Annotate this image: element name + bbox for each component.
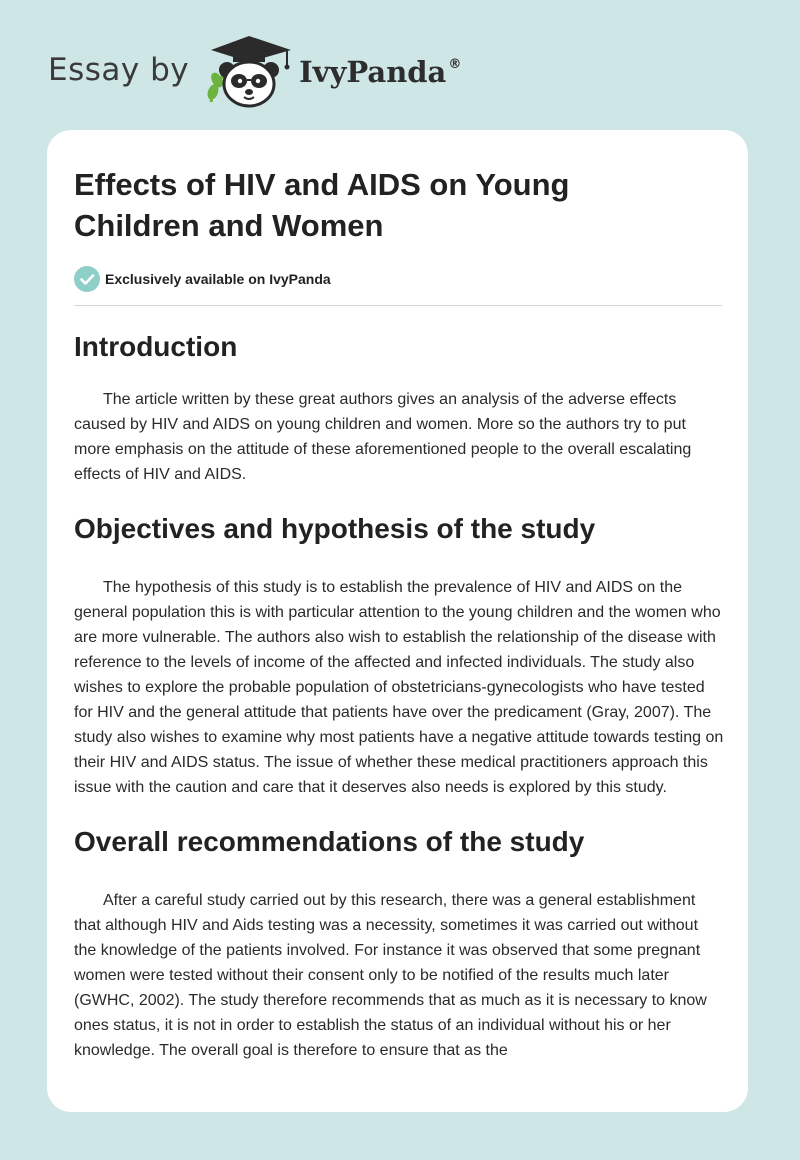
section-objectives <box>74 511 722 800</box>
section-paragraph: The article written by these great authors gives an analysis of the adverse effects caused by HIV and AIDS on young children and women. More so the authors try to put more emphasis on the attitude of these aforementioned people to the overall escalating effects of HIV and AIDS. <box>74 391 692 483</box>
brand-name[interactable] <box>299 55 461 89</box>
registered-mark: ® <box>448 57 462 72</box>
page-title: Effects of HIV and AIDS on Young Children and Women <box>74 167 570 243</box>
essay-by-label: Essay by <box>48 52 190 88</box>
check-circle-icon <box>74 266 100 292</box>
section-introduction <box>74 329 722 487</box>
section-heading: Objectives and hypothesis of the study <box>74 513 596 544</box>
section-recommendations <box>74 824 722 1063</box>
brand-label: IvyPanda <box>299 55 447 89</box>
essay-card <box>47 130 748 1112</box>
badge-text: Exclusively available on IvyPanda <box>105 271 331 287</box>
exclusive-badge <box>74 266 722 292</box>
panda-graduate-logo-icon[interactable] <box>203 30 295 110</box>
section-paragraph: The hypothesis of this study is to establish the prevalence of HIV and AIDS on the general population this is with particular attention to the young children and the women who are more vulnerable. The authors also wish to establish the relationship of the disease with reference to the levels of income of the affected and infected individuals. The study also wishes to explore the probable population of obstetricians-gynecologists who have tested for HIV and the general attitude that patients have over the predicament (Gray, 2007). The study also wishes to examine why most patients have a negative attitude towards testing on their HIV and AIDS status. The issue of whether these medical practitioners approach this issue with the caution and care that it deserves also needs is explored by this study. <box>74 579 724 796</box>
title-divider <box>74 305 722 306</box>
section-heading: Overall recommendations of the study <box>74 826 585 857</box>
section-heading: Introduction <box>74 331 238 362</box>
site-header <box>48 30 461 110</box>
section-paragraph: After a careful study carried out by this research, there was a general establishment that although HIV and Aids testing was a necessity, sometimes it was carried out without the knowledge of the patients involved. For instance it was observed that some pregnant women were tested without their consent only to be notified of the results much later (GWHC, 2002). The study therefore recommends that as much as it is necessary to know ones status, it is not in order to establish the status of an individual without his or her knowledge. The overall goal is therefore to ensure that as the <box>74 892 707 1059</box>
